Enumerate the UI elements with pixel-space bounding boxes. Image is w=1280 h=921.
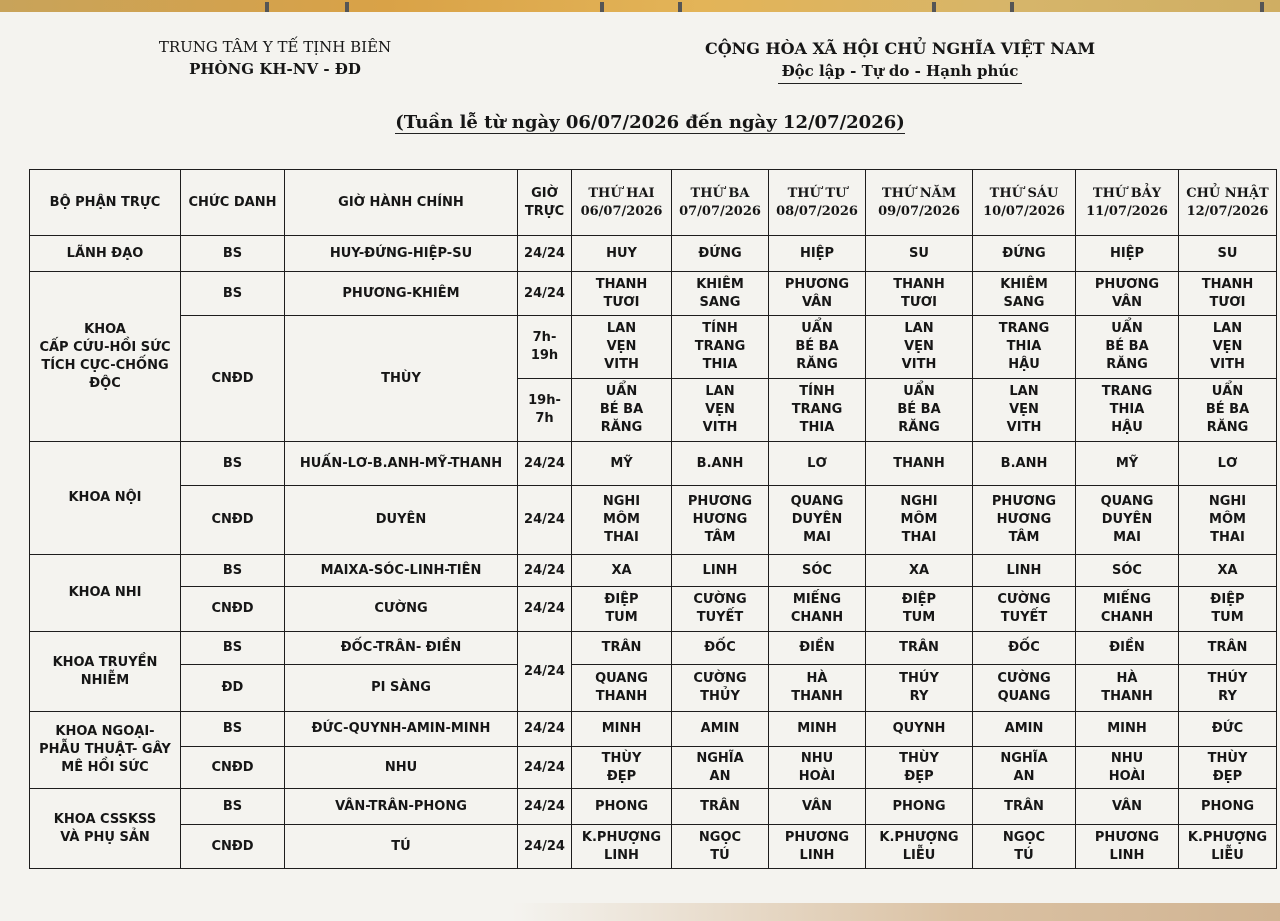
duty-cell: TRANG THIA HẬU	[973, 316, 1076, 379]
duty-cell: TÍNH TRANG THIA	[672, 316, 769, 379]
duty-cell: NHU HOÀI	[769, 747, 866, 789]
duty-cell: HÀ THANH	[1076, 665, 1179, 712]
title-cell: BS	[181, 712, 285, 747]
duty-cell: PHƯƠNG VÂN	[1076, 272, 1179, 316]
duty-cell: CƯỜNG THỦY	[672, 665, 769, 712]
duty-cell: MINH	[769, 712, 866, 747]
duty-cell: ĐỨNG	[973, 236, 1076, 272]
title-cell: CNĐD	[181, 825, 285, 869]
duty-cell: TÍNH TRANG THIA	[769, 379, 866, 442]
duty-cell: LƠ	[769, 442, 866, 486]
hours-cell: 24/24	[518, 442, 572, 486]
duty-cell: VÂN	[1076, 789, 1179, 825]
week-range: (Tuần lễ từ ngày 06/07/2026 đến ngày 12/07/2026)	[395, 112, 905, 133]
day-header: THỨ TƯ 08/07/2026	[769, 170, 866, 236]
duty-cell: THANH TƯƠI	[1179, 272, 1277, 316]
day-header: THỨ HAI 06/07/2026	[572, 170, 672, 236]
day-header: THỨ BẢY 11/07/2026	[1076, 170, 1179, 236]
unit-cell: KHOA CSSKSS VÀ PHỤ SẢN	[30, 789, 181, 869]
duty-cell: MỸ	[572, 442, 672, 486]
header-row	[30, 170, 1277, 236]
title-cell: CNĐD	[181, 587, 285, 632]
title-cell: BS	[181, 789, 285, 825]
duty-cell: HÀ THANH	[769, 665, 866, 712]
duty-cell: TRÂN	[672, 789, 769, 825]
duty-cell: UẨN BÉ BA RĂNG	[1076, 316, 1179, 379]
duty-cell: VÂN	[769, 789, 866, 825]
nation-name: CỘNG HÒA XÃ HỘI CHỦ NGHĨA VIỆT NAM	[704, 39, 1096, 58]
hours-cell: 24/24	[518, 712, 572, 747]
table-row	[30, 555, 1277, 587]
title-cell: BS	[181, 236, 285, 272]
duty-cell: XA	[1179, 555, 1277, 587]
title-cell: BS	[181, 442, 285, 486]
table-row	[30, 486, 1277, 555]
duty-cell: AMIN	[672, 712, 769, 747]
hours-cell: 7h-19h	[518, 316, 572, 379]
duty-cell: NGHI MÔM THAI	[1179, 486, 1277, 555]
duty-cell: B.ANH	[672, 442, 769, 486]
hours-cell: 24/24	[518, 236, 572, 272]
col-title-header: CHỨC DANH	[181, 170, 285, 236]
hours-cell: 19h-7h	[518, 379, 572, 442]
duty-cell: THANH	[866, 442, 973, 486]
duty-cell: PHONG	[866, 789, 973, 825]
duty-cell: THÚY RY	[866, 665, 973, 712]
office-cell: TÚ	[285, 825, 518, 869]
duty-cell: K.PHƯỢNG LINH	[572, 825, 672, 869]
duty-cell: MIẾNG CHANH	[769, 587, 866, 632]
duty-cell: ĐIỆP TUM	[1179, 587, 1277, 632]
duty-cell: K.PHƯỢNG LIỄU	[866, 825, 973, 869]
table-row	[30, 272, 1277, 316]
duty-cell: TRÂN	[572, 632, 672, 665]
hours-cell: 24/24	[518, 747, 572, 789]
title-cell: BS	[181, 632, 285, 665]
duty-cell: KHIÊM SANG	[672, 272, 769, 316]
table-row	[30, 316, 1277, 379]
table-row	[30, 587, 1277, 632]
motto: Độc lập - Tự do - Hạnh phúc	[778, 60, 1023, 84]
department-name: PHÒNG KH-NV - ĐD	[189, 60, 361, 78]
duty-cell: THÙY ĐẸP	[1179, 747, 1277, 789]
office-cell: PI SÀNG	[285, 665, 518, 712]
duty-cell: LAN VẸN VITH	[866, 316, 973, 379]
duty-cell: UẨN BÉ BA RĂNG	[769, 316, 866, 379]
duty-cell: UẨN BÉ BA RĂNG	[866, 379, 973, 442]
duty-schedule-table	[29, 169, 1277, 869]
org-name: TRUNG TÂM Y TẾ TỊNH BIÊN	[158, 38, 392, 56]
duty-cell: QUANG DUYÊN MAI	[1076, 486, 1179, 555]
office-cell: HUY-ĐỨNG-HIỆP-SU	[285, 236, 518, 272]
day-header: CHỦ NHẬT 12/07/2026	[1179, 170, 1277, 236]
duty-cell: ĐIỆP TUM	[866, 587, 973, 632]
duty-cell: PHƯƠNG VÂN	[769, 272, 866, 316]
duty-cell: ĐỐC	[973, 632, 1076, 665]
duty-cell: CƯỜNG QUANG	[973, 665, 1076, 712]
duty-cell: NHU HOÀI	[1076, 747, 1179, 789]
duty-cell: THANH TƯƠI	[866, 272, 973, 316]
office-cell: ĐỨC-QUYNH-AMIN-MINH	[285, 712, 518, 747]
title-cell: CNĐD	[181, 486, 285, 555]
table-row	[30, 632, 1277, 665]
duty-cell: K.PHƯỢNG LIỄU	[1179, 825, 1277, 869]
duty-cell: SU	[866, 236, 973, 272]
duty-cell: NGHĨA AN	[973, 747, 1076, 789]
duty-cell: HUY	[572, 236, 672, 272]
duty-cell: MINH	[1076, 712, 1179, 747]
hours-cell: 24/24	[518, 555, 572, 587]
duty-cell: NGỌC TÚ	[672, 825, 769, 869]
duty-cell: THÙY ĐẸP	[866, 747, 973, 789]
duty-cell: MIẾNG CHANH	[1076, 587, 1179, 632]
office-cell: VÂN-TRÂN-PHONG	[285, 789, 518, 825]
duty-cell: NGHI MÔM THAI	[572, 486, 672, 555]
hours-cell: 24/24	[518, 272, 572, 316]
office-cell: HUẤN-LƠ-B.ANH-MỸ-THANH	[285, 442, 518, 486]
duty-cell: ĐỨC	[1179, 712, 1277, 747]
duty-cell: B.ANH	[973, 442, 1076, 486]
day-header: THỨ NĂM 09/07/2026	[866, 170, 973, 236]
duty-cell: THANH TƯƠI	[572, 272, 672, 316]
duty-cell: LAN VẸN VITH	[973, 379, 1076, 442]
duty-cell: HIỆP	[1076, 236, 1179, 272]
unit-cell: KHOA NỘI	[30, 442, 181, 555]
hours-cell: 24/24	[518, 632, 572, 712]
duty-cell: LƠ	[1179, 442, 1277, 486]
unit-cell: KHOA CẤP CỨU-HỒI SỨC TÍCH CỰC-CHỐNG ĐỘC	[30, 272, 181, 442]
duty-cell: AMIN	[973, 712, 1076, 747]
unit-cell: KHOA NHI	[30, 555, 181, 632]
duty-cell: MINH	[572, 712, 672, 747]
duty-cell: XA	[572, 555, 672, 587]
week-title	[330, 112, 970, 133]
duty-cell: XA	[866, 555, 973, 587]
duty-cell: LINH	[672, 555, 769, 587]
duty-cell: NGHĨA AN	[672, 747, 769, 789]
duty-cell: ĐIỀN	[769, 632, 866, 665]
duty-cell: CƯỜNG TUYẾT	[973, 587, 1076, 632]
title-cell: ĐD	[181, 665, 285, 712]
hours-cell: 24/24	[518, 587, 572, 632]
paper-bottom-edge	[0, 903, 1280, 921]
office-cell: DUYÊN	[285, 486, 518, 555]
table-row	[30, 442, 1277, 486]
table-row	[30, 747, 1277, 789]
paper-top-edge	[0, 0, 1280, 12]
table-row	[30, 236, 1277, 272]
duty-cell: PHƯƠNG HƯƠNG TÂM	[672, 486, 769, 555]
title-cell: BS	[181, 272, 285, 316]
duty-cell: ĐỨNG	[672, 236, 769, 272]
duty-cell: QUYNH	[866, 712, 973, 747]
duty-cell: ĐỐC	[672, 632, 769, 665]
duty-cell: UẨN BÉ BA RĂNG	[1179, 379, 1277, 442]
table-row	[30, 825, 1277, 869]
duty-cell: PHƯƠNG HƯƠNG TÂM	[973, 486, 1076, 555]
duty-cell: MỸ	[1076, 442, 1179, 486]
duty-cell: TRANG THIA HẬU	[1076, 379, 1179, 442]
title-cell: CNĐD	[181, 316, 285, 442]
office-cell: CƯỜNG	[285, 587, 518, 632]
office-cell: NHU	[285, 747, 518, 789]
national-header	[690, 38, 1110, 84]
col-office-header: GIỜ HÀNH CHÍNH	[285, 170, 518, 236]
duty-cell: PHONG	[572, 789, 672, 825]
organization-header	[120, 36, 430, 80]
hours-cell: 24/24	[518, 486, 572, 555]
hours-cell: 24/24	[518, 789, 572, 825]
duty-cell: QUANG THANH	[572, 665, 672, 712]
duty-cell: ĐIỀN	[1076, 632, 1179, 665]
title-cell: BS	[181, 555, 285, 587]
table-row	[30, 712, 1277, 747]
duty-cell: THÚY RY	[1179, 665, 1277, 712]
table-row	[30, 789, 1277, 825]
day-header: THỨ SÁU 10/07/2026	[973, 170, 1076, 236]
duty-cell: SÓC	[769, 555, 866, 587]
col-hours-header: GIỜ TRỰC	[518, 170, 572, 236]
office-cell: PHƯƠNG-KHIÊM	[285, 272, 518, 316]
duty-cell: HIỆP	[769, 236, 866, 272]
office-cell: ĐỐC-TRÂN- ĐIỀN	[285, 632, 518, 665]
unit-cell: KHOA TRUYỀN NHIỄM	[30, 632, 181, 712]
duty-cell: PHƯƠNG LINH	[1076, 825, 1179, 869]
duty-cell: LINH	[973, 555, 1076, 587]
duty-cell: LAN VẸN VITH	[672, 379, 769, 442]
duty-cell: LAN VẸN VITH	[572, 316, 672, 379]
duty-cell: TRÂN	[973, 789, 1076, 825]
table-row	[30, 665, 1277, 712]
duty-cell: PHƯƠNG LINH	[769, 825, 866, 869]
day-header: THỨ BA 07/07/2026	[672, 170, 769, 236]
hours-cell: 24/24	[518, 825, 572, 869]
duty-cell: NGHI MÔM THAI	[866, 486, 973, 555]
unit-cell: KHOA NGOẠI- PHẪU THUẬT- GÂY MÊ HỒI SỨC	[30, 712, 181, 789]
duty-cell: LAN VẸN VITH	[1179, 316, 1277, 379]
duty-cell: SÓC	[1076, 555, 1179, 587]
duty-cell: UẨN BÉ BA RĂNG	[572, 379, 672, 442]
office-cell: MAIXA-SÓC-LINH-TIÊN	[285, 555, 518, 587]
duty-cell: NGỌC TÚ	[973, 825, 1076, 869]
duty-cell: CƯỜNG TUYẾT	[672, 587, 769, 632]
unit-cell: LÃNH ĐẠO	[30, 236, 181, 272]
duty-cell: PHONG	[1179, 789, 1277, 825]
duty-cell: SU	[1179, 236, 1277, 272]
duty-cell: TRÂN	[1179, 632, 1277, 665]
duty-cell: TRÂN	[866, 632, 973, 665]
duty-cell: ĐIỆP TUM	[572, 587, 672, 632]
office-cell: THÙY	[285, 316, 518, 442]
col-unit-header: BỘ PHẬN TRỰC	[30, 170, 181, 236]
duty-cell: THÙY ĐẸP	[572, 747, 672, 789]
duty-cell: KHIÊM SANG	[973, 272, 1076, 316]
duty-cell: QUANG DUYÊN MAI	[769, 486, 866, 555]
title-cell: CNĐD	[181, 747, 285, 789]
